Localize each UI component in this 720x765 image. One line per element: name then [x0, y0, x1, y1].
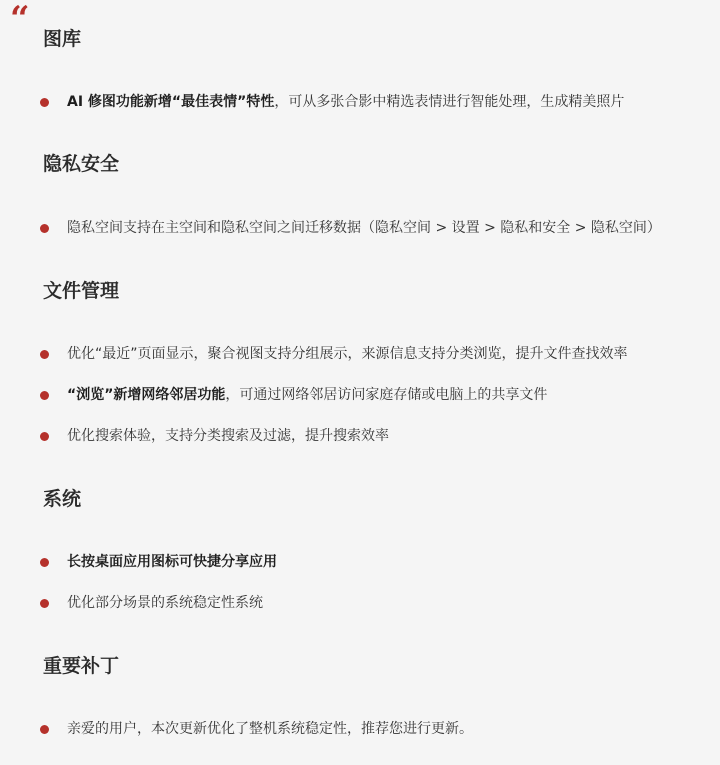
- item-text: ，可从多张合影中精选表情进行智能处理，生成精美照片: [274, 94, 625, 110]
- bullet-dot-icon: [40, 224, 49, 233]
- list-item: [40, 347, 628, 361]
- list-item: [40, 221, 661, 235]
- bullet-dot-icon: [40, 725, 49, 734]
- bullet-dot-icon: [40, 391, 49, 400]
- bullet-dot-icon: [40, 98, 49, 107]
- item-text: 亲爱的用户，本次更新优化了整机系统稳定性，推荐您进行更新。: [67, 721, 473, 737]
- section-title-system: 系统: [43, 488, 82, 510]
- section-title-gallery: 图库: [43, 28, 82, 50]
- list-item: [40, 95, 624, 109]
- section-title-file-management: 文件管理: [43, 280, 120, 302]
- section-title-important-patch: 重要补丁: [43, 655, 120, 677]
- item-text: 优化部分场景的系统稳定性系统: [67, 595, 263, 611]
- item-text: 隐私空间支持在主空间和隐私空间之间迁移数据（隐私空间 > 设置 > 隐私和安全 > 隐私空间）: [67, 220, 661, 236]
- item-bold-text: AI 修图功能新增“最佳表情”特性: [67, 94, 275, 110]
- list-item: [40, 596, 263, 610]
- list-item: [40, 388, 547, 402]
- list-item: [40, 555, 277, 569]
- bullet-dot-icon: [40, 432, 49, 441]
- item-text: 优化搜索体验，支持分类搜索及过滤，提升搜索效率: [67, 428, 389, 444]
- list-item: [40, 722, 473, 736]
- section-title-privacy: 隐私安全: [43, 153, 120, 175]
- bullet-dot-icon: [40, 558, 49, 567]
- list-item: [40, 429, 389, 443]
- bullet-dot-icon: [40, 599, 49, 608]
- quote-mark-icon: “: [10, 0, 27, 39]
- item-text: 优化“最近”页面显示，聚合视图支持分组展示，来源信息支持分类浏览，提升文件查找效率: [67, 346, 628, 362]
- bullet-dot-icon: [40, 350, 49, 359]
- item-text: ，可通过网络邻居访问家庭存储或电脑上的共享文件: [225, 387, 548, 403]
- item-bold-text: “浏览”新增网络邻居功能: [67, 387, 226, 403]
- item-bold-text: 长按桌面应用图标可快捷分享应用: [67, 554, 277, 570]
